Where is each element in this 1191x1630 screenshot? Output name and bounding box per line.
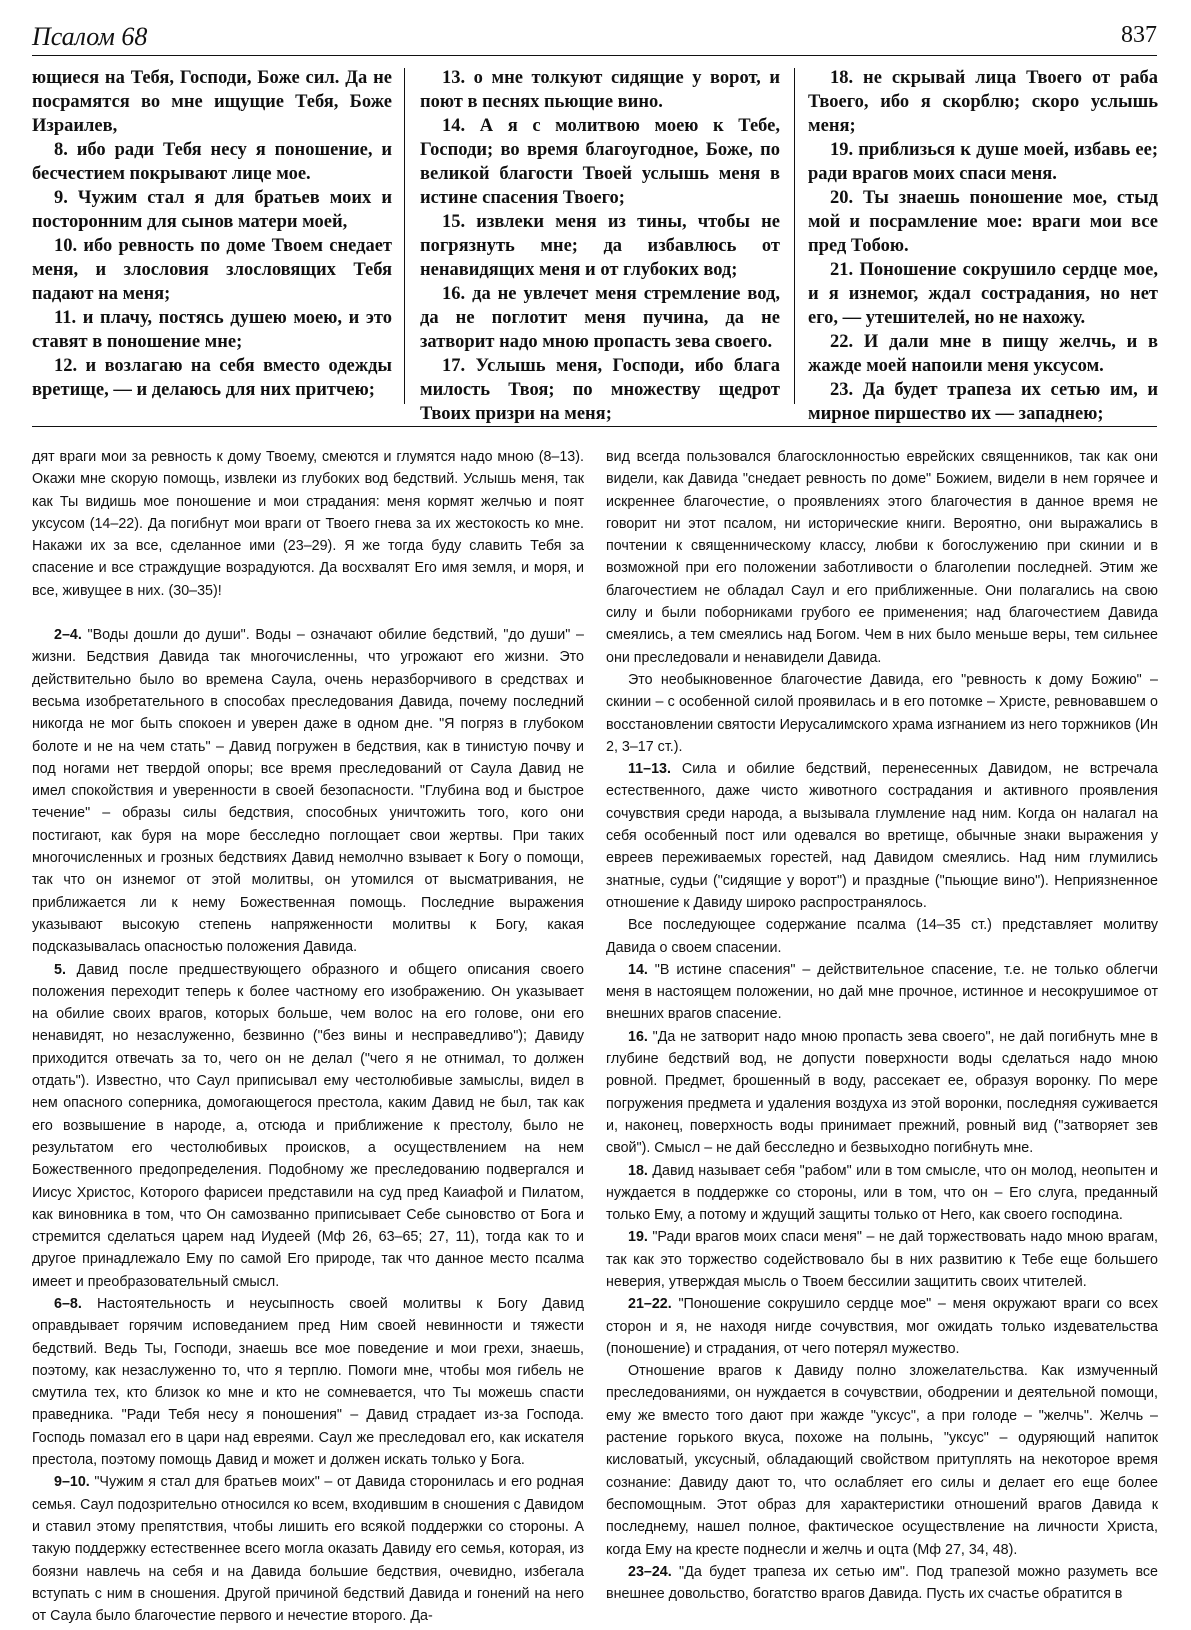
running-title: Псалом 68 xyxy=(32,22,148,51)
verse: 18. не скрывай лица Твоего от раба Твоего, ибо я скорблю; скоро услышь меня; xyxy=(808,68,1158,136)
section-rule xyxy=(32,426,1157,427)
scripture-column-2 xyxy=(420,66,780,426)
verse: 8. ибо ради Тебя несу я поношение, и бесчестием покрывают лице мое. xyxy=(32,140,392,184)
commentary-paragraph: вид всегда пользовался благосклонностью еврейских священников, так как они видели, как Давида "снедает ревность по доме" Божием, видели в нем горячее и искреннее благочестие, о проявлениях этого благочестия в данное время не говорит ни этот псалом, ни исторические книги. Вероятно, они выражались в почтении к священническому классу, любви к богослужению при скинии и в возможной при его положении заботливости о благолепии последней. Этим же благочестием не обладал Саул и его приближенные. Они полагались на свою силу и были поборниками грубого ее применения; над благочестием Давида смеялись, а тем смеялись над Богом. Чем в них было меньше веры, тем сильнее они преследовали и ненавидели Давида. xyxy=(606,449,1158,666)
commentary-column-2 xyxy=(606,446,1158,1605)
verse: 23. Да будет трапеза их сетью им, и мирное пиршество их — западнею; xyxy=(808,380,1158,424)
verse: 20. Ты знаешь поношение мое, стыд мой и посрамление мое: враги мои все пред Тобою. xyxy=(808,188,1158,256)
commentary-paragraph: дят враги мои за ревность к дому Твоему, смеются и глумятся надо мною (8–13). Окажи мне скорую помощь, извлеки из глубоких вод бедствий. Услышь меня, так как Ты видишь мое поношение и мои страдания: меня кормят желчью и поят уксусом (14–22). Да погибнут мои враги от Твоего гнева за их жестокость ко мне. Накажи их за все, сделанное ими (23–29). Я же тогда буду славить Тебя за спасение и все страждущие возрадуются. Да восхвалят Его имя земля, и моря, и все, живущее в них. (30–35)! xyxy=(32,449,584,599)
page-number: 837 xyxy=(1121,22,1157,48)
scripture-column-1 xyxy=(32,66,392,402)
verse: 22. И дали мне в пищу желчь, и в жажде моей напоили меня уксусом. xyxy=(808,332,1158,376)
verse: 9. Чужим стал я для братьев моих и посторонним для сынов матери моей, xyxy=(32,188,392,232)
commentary-paragraph: 2–4. "Воды дошли до души". Воды – означают обилие бедствий, "до души" – жизни. Бедствия Давида так многочисленны, что угрожают его жизни. Это действительно было во времена Саула, очень неразборчивого в средствах и весьма изобретательного в способах преследования Давида, почему последний никогда не мог быть спокоен и уверен даже в одном дне. "Я погряз в глубоком болоте и не на чем стать" – Давид погружен в бедствия, как в тинистую почву и под ногами нет твердой опоры; все время преследований от Саула Давид не имел спокойствия и уверенности в своей безопасности. "Глубина вод и быстрое течение" – образы силы бедствия, способных уничтожить того, кого они постигают, как буря на море бесследно поглощает свои жертвы. При таких многочисленных и грозных бедствиях Давид немолчно взывает к Богу о помощи, так что он изнемог от этой молитвы, он утомился от высматривания, не приближается ли к нему Божественная помощь. Последние выражения указывают высокую степень напряженности молитвы к Богу, какая подсказывалась опасностью положения Давида. xyxy=(32,627,584,956)
verse: 11. и плачу, постясь душею моею, и это ставят в поношение мне; xyxy=(32,308,392,352)
verse: 15. извлеки меня из тины, чтобы не погрязнуть мне; да избавлюсь от ненавидящих меня и от глубоких вод; xyxy=(420,212,780,280)
verse-ref: 9–10. xyxy=(54,1474,90,1491)
commentary-paragraph: 11–13. Сила и обилие бедствий, перенесенных Давидом, не встречала естественного, даже чисто животного сострадания и активного проявления сочувствия среди народа, а вызывала глумление над ним. Когда он налагал на себя особенный пост или одевался во вретище, обычные знаки выражения у евреев переживаемых горестей, над Давидом смеялись. Над ним глумились знатные, судьи ("сидящие у ворот") и праздные ("пьющие вино"). Неприязненное отношение к Давиду широко распространялось. xyxy=(606,761,1158,911)
verse: ющиеся на Тебя, Господи, Боже сил. Да не посрамятся во мне ищущие Тебя, Боже Израилев, xyxy=(32,68,392,136)
verse: 17. Услышь меня, Господи, ибо блага милость Твоя; по множеству щедрот Твоих призри на меня; xyxy=(420,356,780,424)
commentary-column-1 xyxy=(32,446,584,1627)
verse-ref: 6–8. xyxy=(54,1295,82,1312)
verse-ref: 5. xyxy=(54,961,66,978)
verse: 19. приблизься к душе моей, избавь ее; ради врагов моих спаси меня. xyxy=(808,140,1158,184)
commentary-paragraph: 18. Давид называет себя "рабом" или в том смысле, что он молод, неопытен и нуждается в поддержке со стороны, или в том, что он – Его слуга, преданный только Ему, а потому и ждущий защиты только от Него, как своего господина. xyxy=(606,1162,1158,1224)
commentary-paragraph: 14. "В истине спасения" – действительное спасение, т.е. не только облегчи меня в настоящем положении, но дай мне прочное, истинное и несокрушимое от внешних врагов спасение. xyxy=(606,961,1158,1023)
commentary-paragraph: 21–22. "Поношение сокрушило сердце мое" – меня окружают враги со всех сторон и я, не находя нигде сочувствия, мог ожидать только издевательства (поношение) и страдания, от чего потерял мужество. xyxy=(606,1296,1158,1357)
column-divider xyxy=(794,68,795,404)
commentary-paragraph: 6–8. Настоятельность и неусыпность своей молитвы к Богу Давид оправдывает горячим исповеданием пред Ним своей невинности и тяжести бедствий. Ведь Ты, Господи, знаешь все мое поведение и мои грехи, знаешь, поэтому, как незаслуженно то, что я терплю. Помоги мне, чтобы моя гибель не смутила тех, кто близок ко мне и кто не сомневается, что Ты можешь спасти праведника. "Ради Тебя несу я поношения" – Давид страдает из-за Господа. Господь помазал его в цари над евреями. Саул же преследовал его, как искателя престола, поэтому помощь Давид и может и должен искать только у Бога. xyxy=(32,1295,584,1469)
verse-ref: 19. xyxy=(628,1229,648,1246)
verse: 16. да не увлечет меня стремление вод, да не поглотит меня пучина, да не затворит надо мною пропасть зева своего. xyxy=(420,284,780,352)
commentary-paragraph: Это необыкновенное благочестие Давида, его "ревность к дому Божию" – скинии – с особенной силой проявилась и в его потомке – Христе, ревновавшем о восстановлении святости Иерусалимского храма изгнанием из него торжников (Ин 2, 3–17 ст.). xyxy=(606,671,1159,755)
verse-ref: 14. xyxy=(628,961,648,978)
column-divider xyxy=(404,68,405,404)
verse: 12. и возлагаю на себя вместо одежды вретище, — и делаюсь для них притчею; xyxy=(32,356,392,400)
verse-ref: 2–4. xyxy=(54,627,82,644)
verse: 14. А я с молитвою моею к Тебе, Господи; во время благоугодное, Боже, по великой благости Твоей услышь меня в истине спасения Твоего; xyxy=(420,116,780,208)
scripture-column-3 xyxy=(808,66,1158,426)
commentary-paragraph: 5. Давид после предшествующего образного и общего описания своего положения переходит теперь к более частному его изображению. Он указывает на обилие своих врагов, которых больше, чем волос на его голове, они его ненавидят, но незаслуженно, безвинно ("без вины и несправедливо"); Давиду приходится отвечать за то, чего он не делал ("чего я не отнимал, то должен отдать"). Известно, что Саул приписывал ему честолюбивые замыслы, видел в нем опасного соперника, домогающегося престола, каким Давид не был, так как его возвышение в народе, а, отсюда и приближение к престолу, было не результатом его честолюбивых происков, а осуществлением на нем Божественного предопределения. Подобному же преследованию подвергался и Иисус Христос, Которого фарисеи представили на суд пред Каиафой и Пилатом, как виновника в том, что Он самозванно приписывает Себе сыновство от Бога и стремится сделаться царем над Иудеей (Мф 26, 63–65; 27, 11), тогда как то и другое принадлежало Ему по самой Его природе, так что данное место псалма имеет и преобразовательный смысл. xyxy=(32,961,584,1290)
commentary-paragraph: 16. "Да не затворит надо мною пропасть зева своего", не дай погибнуть мне в глубине бедствий вод, не допусти поверхности воды сделаться надо мною ровной. Предмет, брошенный в воду, рассекает ее, образуя воронку. По мере погружения предмета и удаления воздуха из этой воронки, последняя суживается и, наконец, поверхность воды принимает прежний, ровный вид ("затворяет зев свой"). Смысл – не дай бесследно и безвыходно погибнуть мне. xyxy=(606,1028,1158,1157)
commentary-paragraph: Отношение врагов к Давиду полно зложелательства. Как измученный преследованиями, он нуждается в сочувствии, ободрении и деятельной помощи, ему же вместо того дают при жажде "уксус", а при голоде – "желчь". Желчь – растение горького вкуса, похоже на полынь, "уксус" – одуряющий напиток кисловатый, уксусный, обладающий свойством притуплять на некоторое время сознание: Давиду дают то, что ослабляет его силы и делает его еще более беспомощным. Этот образ для характеристики отношений врагов Давида к последнему, нашел полное, фактическое осуществление на личности Христа, когда Ему на кресте поднесли и желчь и оцта (Мф 27, 34, 48). xyxy=(606,1363,1158,1558)
verse-ref: 16. xyxy=(628,1028,648,1045)
verse: 10. ибо ревность по доме Твоем снедает меня, и злословия злословящих Тебя падают на меня; xyxy=(32,236,392,304)
commentary-paragraph: 9–10. "Чужим я стал для братьев моих" – от Давида сторонилась и его родная семья. Саул подозрительно относился ко всем, входившим в сношения с Давидом и ставил этому препятствия, чтобы лишить его всякой поддержки со стороны. А такую поддержку естественнее всего могла оказать Давиду его семья, которая, из боязни навлечь на себя и на Давида большие бедствия, очевидно, избегала вступать с ним в сношения. Другой причиной бедствий Давида и гонений на него от Саула было благочестие первого и нечестие второго. Да- xyxy=(32,1474,584,1625)
commentary-paragraph: Все последующее содержание псалма (14–35 ст.) представляет молитву Давида о своем спасении. xyxy=(606,917,1158,956)
verse-ref: 18. xyxy=(628,1162,648,1179)
verse: 13. о мне толкуют сидящие у ворот, и поют в песнях пьющие вино. xyxy=(420,68,780,112)
verse: 21. Поношение сокрушило сердце мое, и я изнемог, ждал сострадания, но нет его, — утешителей, но не нахожу. xyxy=(808,260,1158,328)
verse-ref: 11–13. xyxy=(628,761,671,778)
verse-ref: 21–22. xyxy=(628,1296,672,1313)
header-rule xyxy=(32,55,1157,56)
verse-ref: 23–24. xyxy=(628,1563,672,1580)
commentary-paragraph: 19. "Ради врагов моих спаси меня" – не дай торжествовать надо мною врагам, так как это торжество содействовало бы в них развитию к Тебе еще большего неверия, утверждая мысль о Твоем бессилии защитить своих чтителей. xyxy=(606,1229,1158,1290)
commentary-paragraph: 23–24. "Да будет трапеза их сетью им". Под трапезой можно разуметь все внешнее довольство, богатство врагов Давида. Пусть их счастье обратится в xyxy=(606,1563,1158,1603)
